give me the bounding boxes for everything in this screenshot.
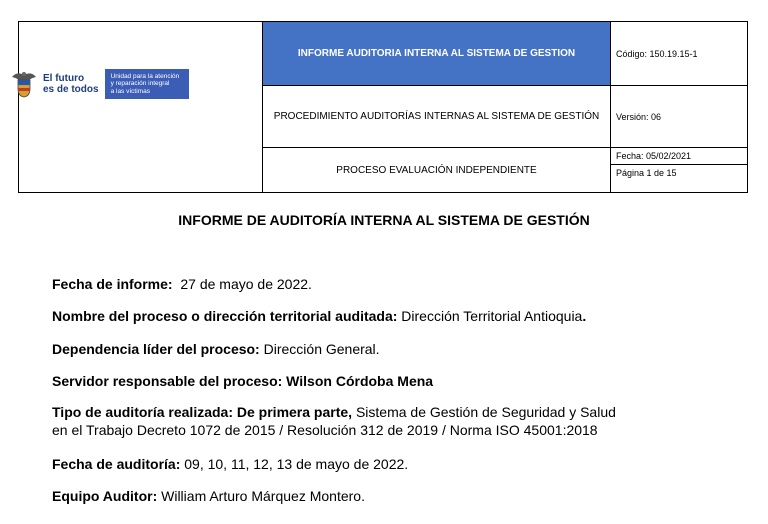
lead-unit-field: Dependencia líder del proceso: Dirección General. [52, 341, 380, 357]
header-procedure-cell: PROCEDIMIENTO AUDITORÍAS INTERNAS AL SISTEMA DE GESTIÓN [263, 86, 611, 148]
logo-cell [19, 22, 263, 193]
report-date-field: Fecha de informe: 27 de mayo de 2022. [52, 276, 312, 292]
audited-process-field: Nombre del proceso o dirección territorial auditada: Dirección Territorial Antioquia. [52, 308, 587, 324]
audit-team-field: Equipo Auditor: William Arturo Márquez Montero. [52, 488, 365, 504]
header-title-cell: INFORME AUDITORIA INTERNA AL SISTEMA DE GESTION [263, 22, 611, 86]
header-date: Fecha: 05/02/2021 [611, 148, 747, 165]
document-title: INFORME DE AUDITORÍA INTERNA AL SISTEMA DE GESTIÓN [178, 212, 590, 228]
header-code-cell: Código: 150.19.15-1 [611, 22, 748, 86]
government-logo [9, 66, 237, 102]
header-version-cell: Versión: 06 [611, 86, 748, 148]
audit-date-field: Fecha de auditoría: 09, 10, 11, 12, 13 de mayo de 2022. [52, 456, 409, 472]
logo-unit-name: Unidad para la atención y reparación integral a las víctimas [105, 69, 190, 99]
logo-slogan: El futuro es de todos [43, 73, 99, 95]
audit-type-field: Tipo de auditoría realizada: De primera parte, Sistema de Gestión de Seguridad y Salud en el Trabajo Decreto 1072 de 2015 / Resolución 312 de 2019 / Norma ISO 45001:2018 [52, 404, 616, 438]
colombia-coat-of-arms-icon [9, 69, 39, 99]
document-header-table [18, 21, 748, 193]
responsible-officer-field: Servidor responsable del proceso: Wilson Córdoba Mena [52, 373, 434, 389]
header-process-cell: PROCESO EVALUACIÓN INDEPENDIENTE [263, 148, 611, 193]
header-date-page-cell [611, 148, 748, 193]
header-page: Página 1 de 15 [616, 168, 677, 178]
